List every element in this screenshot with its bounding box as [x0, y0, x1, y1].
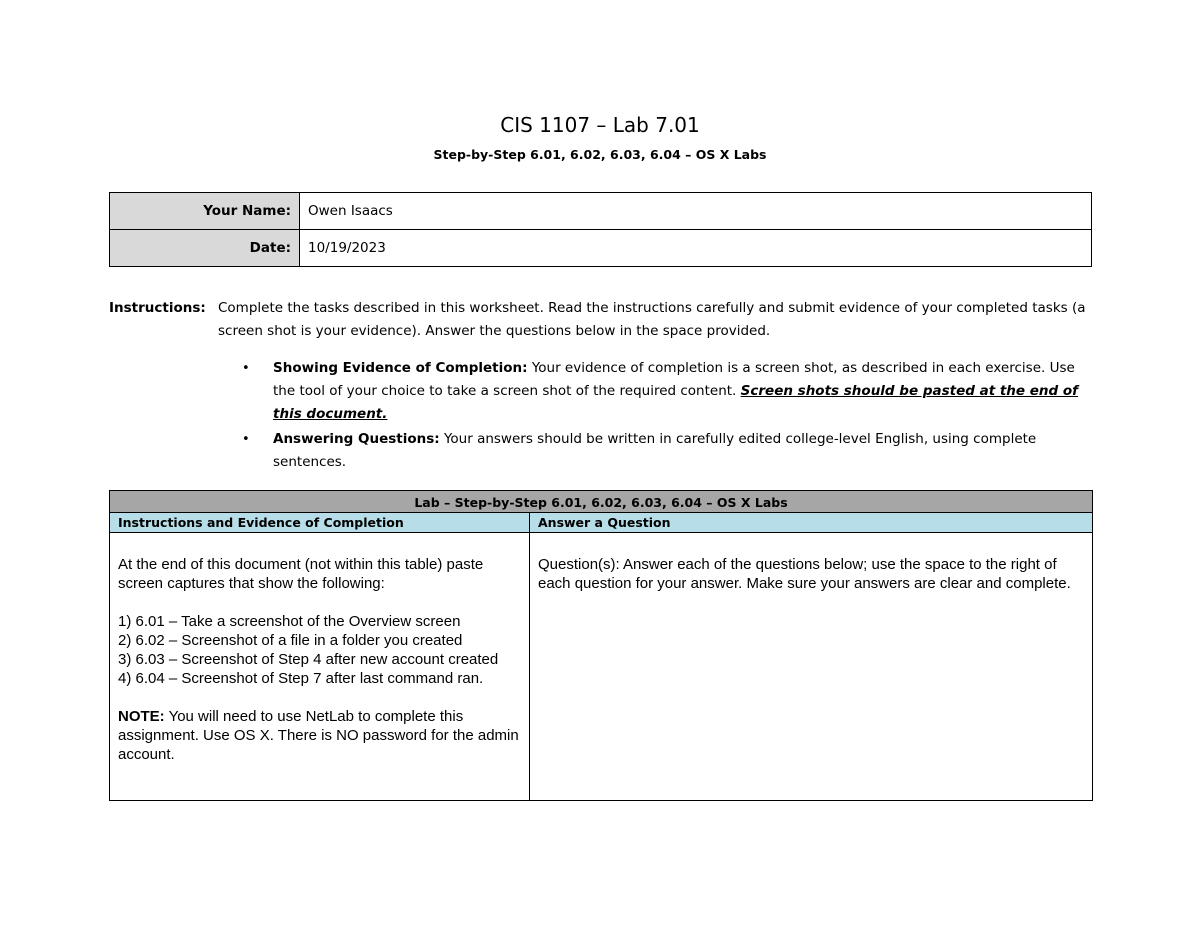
date-value[interactable]: 10/19/2023 [300, 230, 1092, 267]
instructions-text: Complete the tasks described in this worksheet. Read the instructions carefully and submit evidence of your completed tasks (a screen shot is your evidence). Answer the questions below in the space provided. [218, 300, 1086, 339]
bullet-emphasis: Screen shots should be pasted at the end of this document. [273, 383, 1079, 422]
answer-cell[interactable] [530, 533, 1093, 801]
bullet-text: Your evidence of completion is a screen shot, as described in each exercise. Use the tool of your choice to take a screen shot of the required content. [273, 360, 1075, 399]
note-label: NOTE: [118, 708, 165, 725]
col-header-answer: Answer a Question [530, 513, 1093, 533]
name-value[interactable]: Owen Isaacs [300, 193, 1092, 230]
lab-table [109, 490, 1093, 801]
bullet-questions [242, 428, 1082, 474]
note-text: You will need to use NetLab to complete this assignment. Use OS X. There is NO password for the admin account. [118, 708, 519, 763]
page-title: CIS 1107 – Lab 7.01 [500, 113, 700, 137]
bullet-dot-icon: • [242, 361, 250, 376]
lab-step: 4) 6.04 – Screenshot of Step 7 after last command ran. [118, 670, 484, 687]
bullet-evidence [242, 357, 1082, 426]
lab-step: 1) 6.01 – Take a screenshot of the Overview screen [118, 613, 461, 630]
instructions-label: Instructions: [109, 300, 206, 316]
question-text: Question(s): Answer each of the questions below; use the space to the right of each question for your answer. Make sure your answers are clear and complete. [538, 556, 1071, 592]
lab-step: 2) 6.02 – Screenshot of a file in a folder you created [118, 632, 463, 649]
student-info-table [109, 192, 1092, 267]
instructions-bullets [242, 357, 1082, 476]
bullet-term: Showing Evidence of Completion: [273, 360, 528, 376]
lab-step: 3) 6.03 – Screenshot of Step 4 after new account created [118, 651, 499, 668]
lab-table-header: Lab – Step-by-Step 6.01, 6.02, 6.03, 6.04 – OS X Labs [110, 491, 1093, 513]
name-row [110, 193, 1092, 230]
name-label: Your Name: [110, 193, 300, 230]
instructions-cell[interactable] [110, 533, 530, 801]
col-header-instructions: Instructions and Evidence of Completion [110, 513, 530, 533]
date-row [110, 230, 1092, 267]
lab-intro: At the end of this document (not within this table) paste screen captures that show the following: [118, 556, 484, 592]
bullet-dot-icon: • [242, 432, 250, 447]
bullet-term: Answering Questions: [273, 431, 440, 447]
page-subtitle: Step-by-Step 6.01, 6.02, 6.03, 6.04 – OS X Labs [433, 147, 767, 162]
bullet-text: Your answers should be written in carefully edited college-level English, using complete sentences. [273, 431, 1037, 470]
date-label: Date: [110, 230, 300, 267]
lab-note [118, 707, 521, 764]
